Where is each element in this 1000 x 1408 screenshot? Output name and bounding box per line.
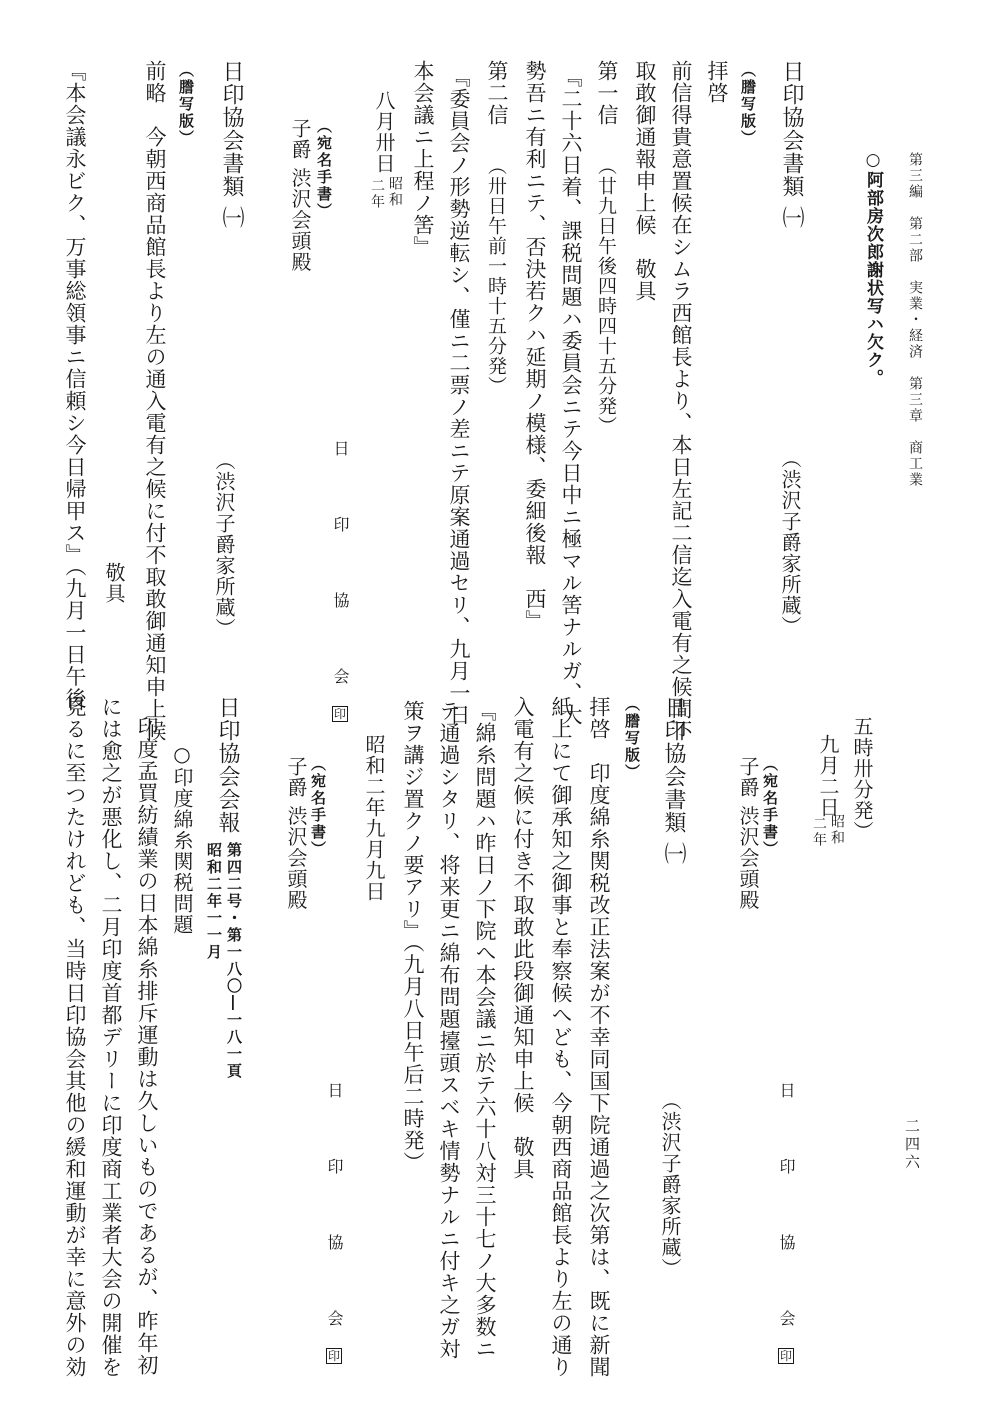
doc4-body-line-2: には愈之が悪化し、二月印度首都デリーに印度商工業者大会の開催を bbox=[99, 696, 123, 1378]
doc3-title: 日印協会書類 ㈠ bbox=[661, 696, 686, 865]
cont-date-era: 昭和 bbox=[829, 814, 845, 846]
letter1-body-line-2: 勢吾ニ有利ニテ、否決若クハ延期ノ模様、委細後報 西』 bbox=[523, 60, 547, 632]
doc4-heading: ○印度綿糸関税問題 bbox=[170, 742, 194, 935]
letter2-body-line-1: 『委員会ノ形勢逆転シ、僅ニ二票ノ差ニテ原案通過セリ、九月一日 bbox=[447, 66, 471, 726]
continued-time: 五時卅分発） bbox=[850, 716, 874, 842]
doc3-quote-line-3: 策ヲ講ジ置クノ要アリ』（九月八日午后二時発） bbox=[401, 700, 425, 1174]
doc3-quote-line-2: テ通過シタリ、将来更ニ綿布問題擡頭スベキ情勢ナルニ付キ之ガ対 bbox=[437, 700, 461, 1360]
doc1-title: 日印協会書類 ㈠ bbox=[779, 60, 804, 229]
page-number: 二四六 bbox=[903, 1118, 921, 1172]
doc1-sender-text: 日 印 協 会 bbox=[331, 440, 350, 706]
letter2-time: （卅日午前一時十五分発） bbox=[485, 156, 507, 396]
doc2-body-line-1: 前略 今朝西商品館長より左の通入電有之候に付不取敢御通知申上候 bbox=[143, 60, 167, 742]
doc1-salutation: 拝啓 bbox=[705, 60, 729, 104]
seal-stamp: 印 bbox=[327, 1349, 340, 1363]
doc1-body-line-2: 取敢御通報申上候 敬具 bbox=[633, 60, 657, 302]
doc1-date: 八月卅日 bbox=[372, 90, 396, 174]
doc3-quote-line-1: 『綿糸問題ハ昨日ノ下院へ本会議ニ於テ六十八対三十七ノ大多数ニ bbox=[473, 700, 497, 1360]
seal-stamp: 印 bbox=[779, 1349, 792, 1363]
cont-addressee: 子爵 渋沢会頭殿 bbox=[736, 756, 760, 911]
doc4-title: 日印協会会報 bbox=[215, 696, 240, 834]
doc4-issue-line-1: 第四二号・第一八〇―一八一頁 bbox=[225, 842, 243, 1080]
letter2-heading: 第二信 bbox=[485, 60, 509, 126]
note-abe: ○阿部房次郎謝状写ハ欠ク。 bbox=[863, 150, 883, 387]
cont-addressee-note: （宛名手書） bbox=[761, 756, 779, 858]
doc2-quote: 『本会議永ビク、万事総領事ニ信頼シ今日帰甲ス』（九月一日午後 bbox=[63, 60, 87, 710]
doc3-body-line-3: 入電有之候に付き不取敢此段御通知申上候 敬具 bbox=[511, 696, 535, 1180]
doc1-date-year: 二年 bbox=[369, 178, 385, 210]
doc1-addressee: 子爵 渋沢会頭殿 bbox=[288, 118, 312, 273]
doc4-issue-line-2: 昭和二年一一月 bbox=[205, 842, 223, 961]
doc3-addressee: 子爵 渋沢会頭殿 bbox=[284, 756, 308, 911]
doc4-body-line-3: 見るに至つたけれども、当時日印協会其他の緩和運動が幸に意外の効 bbox=[63, 696, 87, 1378]
doc3-sender bbox=[326, 1082, 342, 1364]
doc2-source: （渋沢子爵家所蔵） bbox=[212, 450, 236, 639]
doc3-addressee-note: （宛名手書） bbox=[309, 756, 327, 858]
cont-date: 九月二日 bbox=[816, 734, 840, 818]
doc3-date: 昭和二年九月九日 bbox=[362, 734, 386, 902]
doc1-addressee-note: （宛名手書） bbox=[315, 118, 333, 220]
doc4-body-line-1: 印度孟買紡績業の日本綿糸排斥運動は久しいものであるが、昨年初 bbox=[135, 716, 159, 1376]
doc3-body-line-1: 拝啓 印度綿糸関税改正法案が不幸同国下院通過之次第は、既に新聞 bbox=[587, 696, 611, 1378]
cont-sender bbox=[778, 1082, 794, 1364]
doc3-format: （謄写版） bbox=[623, 696, 641, 781]
doc3-sender-text: 日 印 協 会 bbox=[325, 1082, 344, 1348]
doc1-source: （渋沢子爵家所蔵） bbox=[778, 448, 802, 637]
cont-date-year: 二年 bbox=[811, 816, 827, 848]
letter1-time: （廿九日午後四時四十五分発） bbox=[595, 156, 617, 436]
doc1-sender bbox=[332, 440, 348, 722]
doc3-source: （渋沢子爵家所蔵） bbox=[658, 1090, 682, 1279]
doc2-closing: 敬具 bbox=[102, 562, 126, 604]
doc1-format: （謄写版） bbox=[739, 62, 757, 147]
running-head: 第三編 第二部 実業・経済 第三章 商工業 bbox=[907, 152, 923, 488]
doc2-format: （謄写版） bbox=[177, 62, 195, 147]
cont-sender-text: 日 印 協 会 bbox=[777, 1082, 796, 1348]
doc1-date-era: 昭和 bbox=[387, 176, 403, 208]
doc3-body-line-2: 紙上にて御承知之御事と奉察候へども、今朝西商品館長より左の通り bbox=[549, 696, 573, 1378]
seal-stamp: 印 bbox=[333, 707, 346, 721]
letter1-body-line-1: 『二十六日着、課税問題ハ委員会ニテ今日中ニ極マル筈ナルガ、大 bbox=[559, 66, 583, 726]
doc1-body-line-1: 前信得貴意置候在シムラ西館長より、本日左記二信迄入電有之候間不 bbox=[669, 60, 693, 742]
letter1-heading: 第一信 bbox=[595, 60, 619, 126]
doc2-title: 日印協会書類 ㈠ bbox=[219, 60, 244, 229]
letter2-body-line-2: 本会議ニ上程ノ筈』 bbox=[411, 60, 435, 258]
